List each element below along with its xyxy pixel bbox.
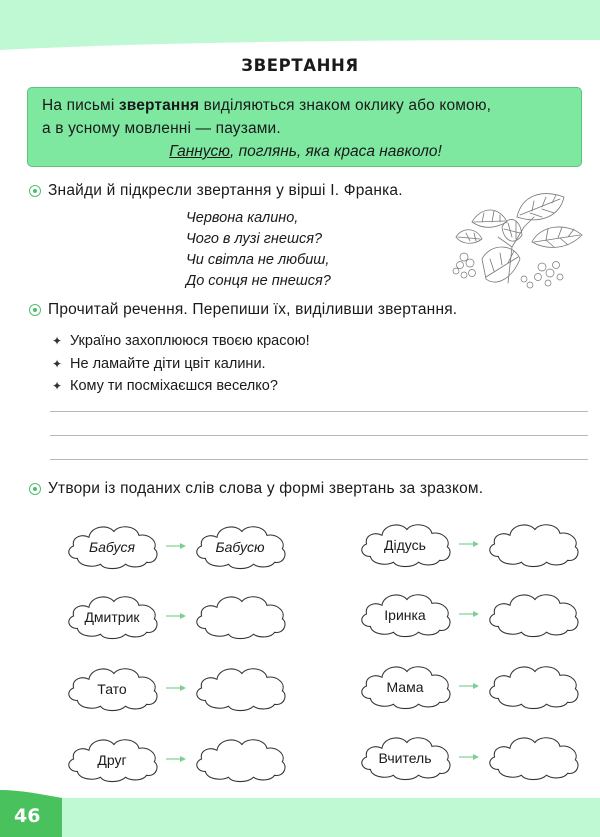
rule-text: На письмі	[42, 97, 119, 114]
answer-cloud[interactable]	[190, 662, 290, 712]
word-pair	[355, 518, 595, 568]
bottom-decorative-band	[0, 790, 600, 837]
poem-line: До сонця не пнешся?	[186, 273, 331, 289]
word-pair	[355, 660, 595, 710]
top-decorative-band	[0, 0, 600, 50]
source-word: Мама	[386, 679, 424, 695]
answer-cloud[interactable]	[483, 588, 583, 638]
source-word: Іринка	[384, 607, 426, 623]
arrow-right-icon	[165, 755, 187, 763]
example-address-word: Ганнусю	[169, 143, 230, 160]
poem-line: Чого в лузі гнешся?	[186, 231, 323, 247]
answer-word	[483, 518, 583, 568]
rule-example	[28, 143, 583, 161]
sentence-item	[50, 353, 310, 376]
answer-word: Бабусю	[215, 539, 265, 555]
source-word-cloud	[355, 660, 455, 710]
sentence-text: Україно захоплююся твоєю красою!	[70, 333, 310, 349]
answer-line[interactable]	[50, 435, 588, 436]
answer-word	[190, 733, 290, 783]
task-3-text: Утвори із поданих слів слова у формі звертань за зразком.	[48, 480, 484, 497]
task-2-instruction	[29, 301, 457, 319]
poem-line: Чи світла не любиш,	[186, 252, 330, 268]
answer-line[interactable]	[50, 411, 588, 412]
target-bullet-icon	[29, 304, 41, 316]
page-number: 46	[14, 805, 41, 827]
word-pair	[62, 662, 302, 712]
source-word-cloud	[355, 588, 455, 638]
task-2-text: Прочитай речення. Перепиши їх, виділивши звертання.	[48, 301, 458, 318]
example-rest: , поглянь, яка краса навколо!	[229, 143, 442, 160]
source-word-cloud	[62, 733, 162, 783]
rule-line-2: а в усному мовленні — паузами.	[42, 120, 281, 137]
answer-cloud[interactable]	[190, 590, 290, 640]
four-point-star-icon: ✦	[51, 334, 63, 348]
answer-word	[483, 588, 583, 638]
source-word: Вчитель	[378, 750, 432, 766]
task-3-instruction	[29, 480, 483, 498]
answer-word	[190, 662, 290, 712]
four-point-star-icon: ✦	[51, 379, 63, 393]
source-word-cloud	[62, 662, 162, 712]
source-word-cloud	[62, 520, 162, 570]
source-word: Тато	[97, 681, 127, 697]
source-word: Друг	[97, 752, 127, 768]
four-point-star-icon: ✦	[51, 356, 63, 371]
answer-cloud[interactable]	[483, 731, 583, 781]
word-pair	[355, 731, 595, 781]
answer-cloud[interactable]	[483, 518, 583, 568]
rule-box	[27, 87, 582, 167]
source-word: Дмитрик	[84, 609, 140, 625]
source-word-cloud	[355, 731, 455, 781]
arrow-right-icon	[458, 610, 480, 618]
source-word: Дідусь	[384, 537, 426, 553]
arrow-right-icon	[165, 542, 187, 550]
rule-text: виділяються знаком оклику або комою,	[199, 97, 492, 114]
answer-cloud[interactable]	[483, 660, 583, 710]
sentence-text: Кому ти посміхаєшся веселко?	[70, 378, 278, 394]
task-1-instruction	[29, 182, 403, 200]
viburnum-branch-illustration	[442, 187, 590, 293]
sentence-text: Не ламайте діти цвіт калини.	[70, 355, 266, 372]
word-pair	[62, 590, 302, 640]
poem-line: Червона калино,	[186, 210, 299, 226]
word-pair	[355, 588, 595, 638]
arrow-right-icon	[165, 684, 187, 692]
page-title: ЗВЕРТАННЯ	[241, 56, 359, 75]
sentence-item	[50, 330, 310, 353]
rule-keyword: звертання	[118, 97, 200, 114]
answer-word	[483, 660, 583, 710]
rule-line-1	[42, 97, 491, 115]
source-word-cloud	[355, 518, 455, 568]
word-pair	[62, 520, 302, 570]
task-1-text: Знайди й підкресли звертання у вірші І. Франка.	[48, 182, 403, 199]
source-word: Бабуся	[89, 539, 135, 555]
answer-line[interactable]	[50, 459, 588, 460]
answer-word	[190, 590, 290, 640]
sentence-list	[50, 330, 310, 398]
answer-word	[483, 731, 583, 781]
answer-cloud[interactable]	[190, 520, 290, 570]
source-word-cloud	[62, 590, 162, 640]
target-bullet-icon	[29, 185, 41, 197]
arrow-right-icon	[458, 540, 480, 548]
answer-cloud[interactable]	[190, 733, 290, 783]
arrow-right-icon	[165, 612, 187, 620]
arrow-right-icon	[458, 753, 480, 761]
arrow-right-icon	[458, 682, 480, 690]
poem	[186, 208, 331, 292]
target-bullet-icon	[29, 483, 41, 495]
word-pair	[62, 733, 302, 783]
sentence-item	[50, 375, 310, 398]
